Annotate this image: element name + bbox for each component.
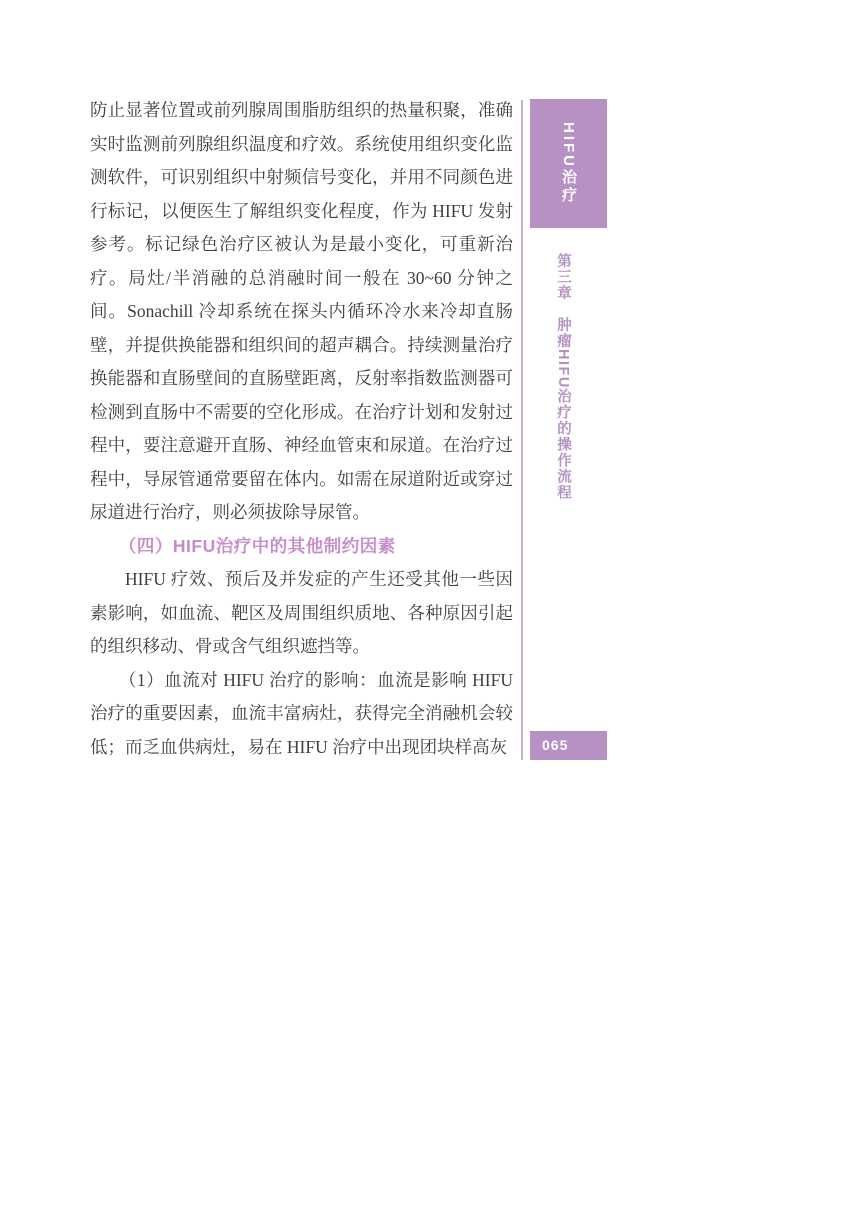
sidebar-section-tab-label: HIFU治疗: [560, 122, 577, 205]
main-text-column: [90, 94, 513, 764]
sidebar-vertical-rule: [521, 100, 523, 760]
paragraph-blood-flow: （1）血流对 HIFU 治疗的影响：血流是影响 HIFU 治疗的重要因素，血流丰富病灶，获得完全消融机会较低；而乏血供病灶，易在 HIFU 治疗中出现团块样高灰: [90, 669, 513, 757]
paragraph-other-factors: HIFU 疗效、预后及并发症的产生还受其他一些因素影响，如血流、靶区及周围组织质地、各种原因引起的组织移动、骨或含气组织遮挡等。: [90, 569, 513, 656]
section-heading: （四）HIFU治疗中的其他制约因素: [118, 535, 396, 556]
paragraph-continuation: 防止显著位置或前列腺周围脂肪组织的热量积聚，准确实时监测前列腺组织温度和疗效。系统使用组织变化监测软件，可识别组织中射频信号变化，并用不同颜色进行标记，以便医生了解组织变化程度，作为 HIFU 发射参考。标记绿色治疗区被认为是最小变化，可重新治疗。局灶/半消融的总消融时间一般在 30~60 分钟之间。Sonachill 冷却系统在探头内循环冷水来冷却直肠壁，并提供换能器和组织间的超声耦合。持续测量治疗换能器和直肠壁间的直肠壁距离，反射率指数监测器可检测到直肠中不需要的空化形成。在治疗计划和发射过程中，要注意避开直肠、神经血管束和尿道。在治疗过程中，导尿管通常要留在体内。如需在尿道附近或穿过尿道进行治疗，则必须拔除导尿管。: [90, 100, 513, 522]
sidebar-section-tab: [530, 99, 607, 228]
page-number-badge: 065: [530, 731, 607, 760]
sidebar-chapter-title: 第三章 肿瘤HIFU治疗的操作流程: [555, 253, 571, 501]
